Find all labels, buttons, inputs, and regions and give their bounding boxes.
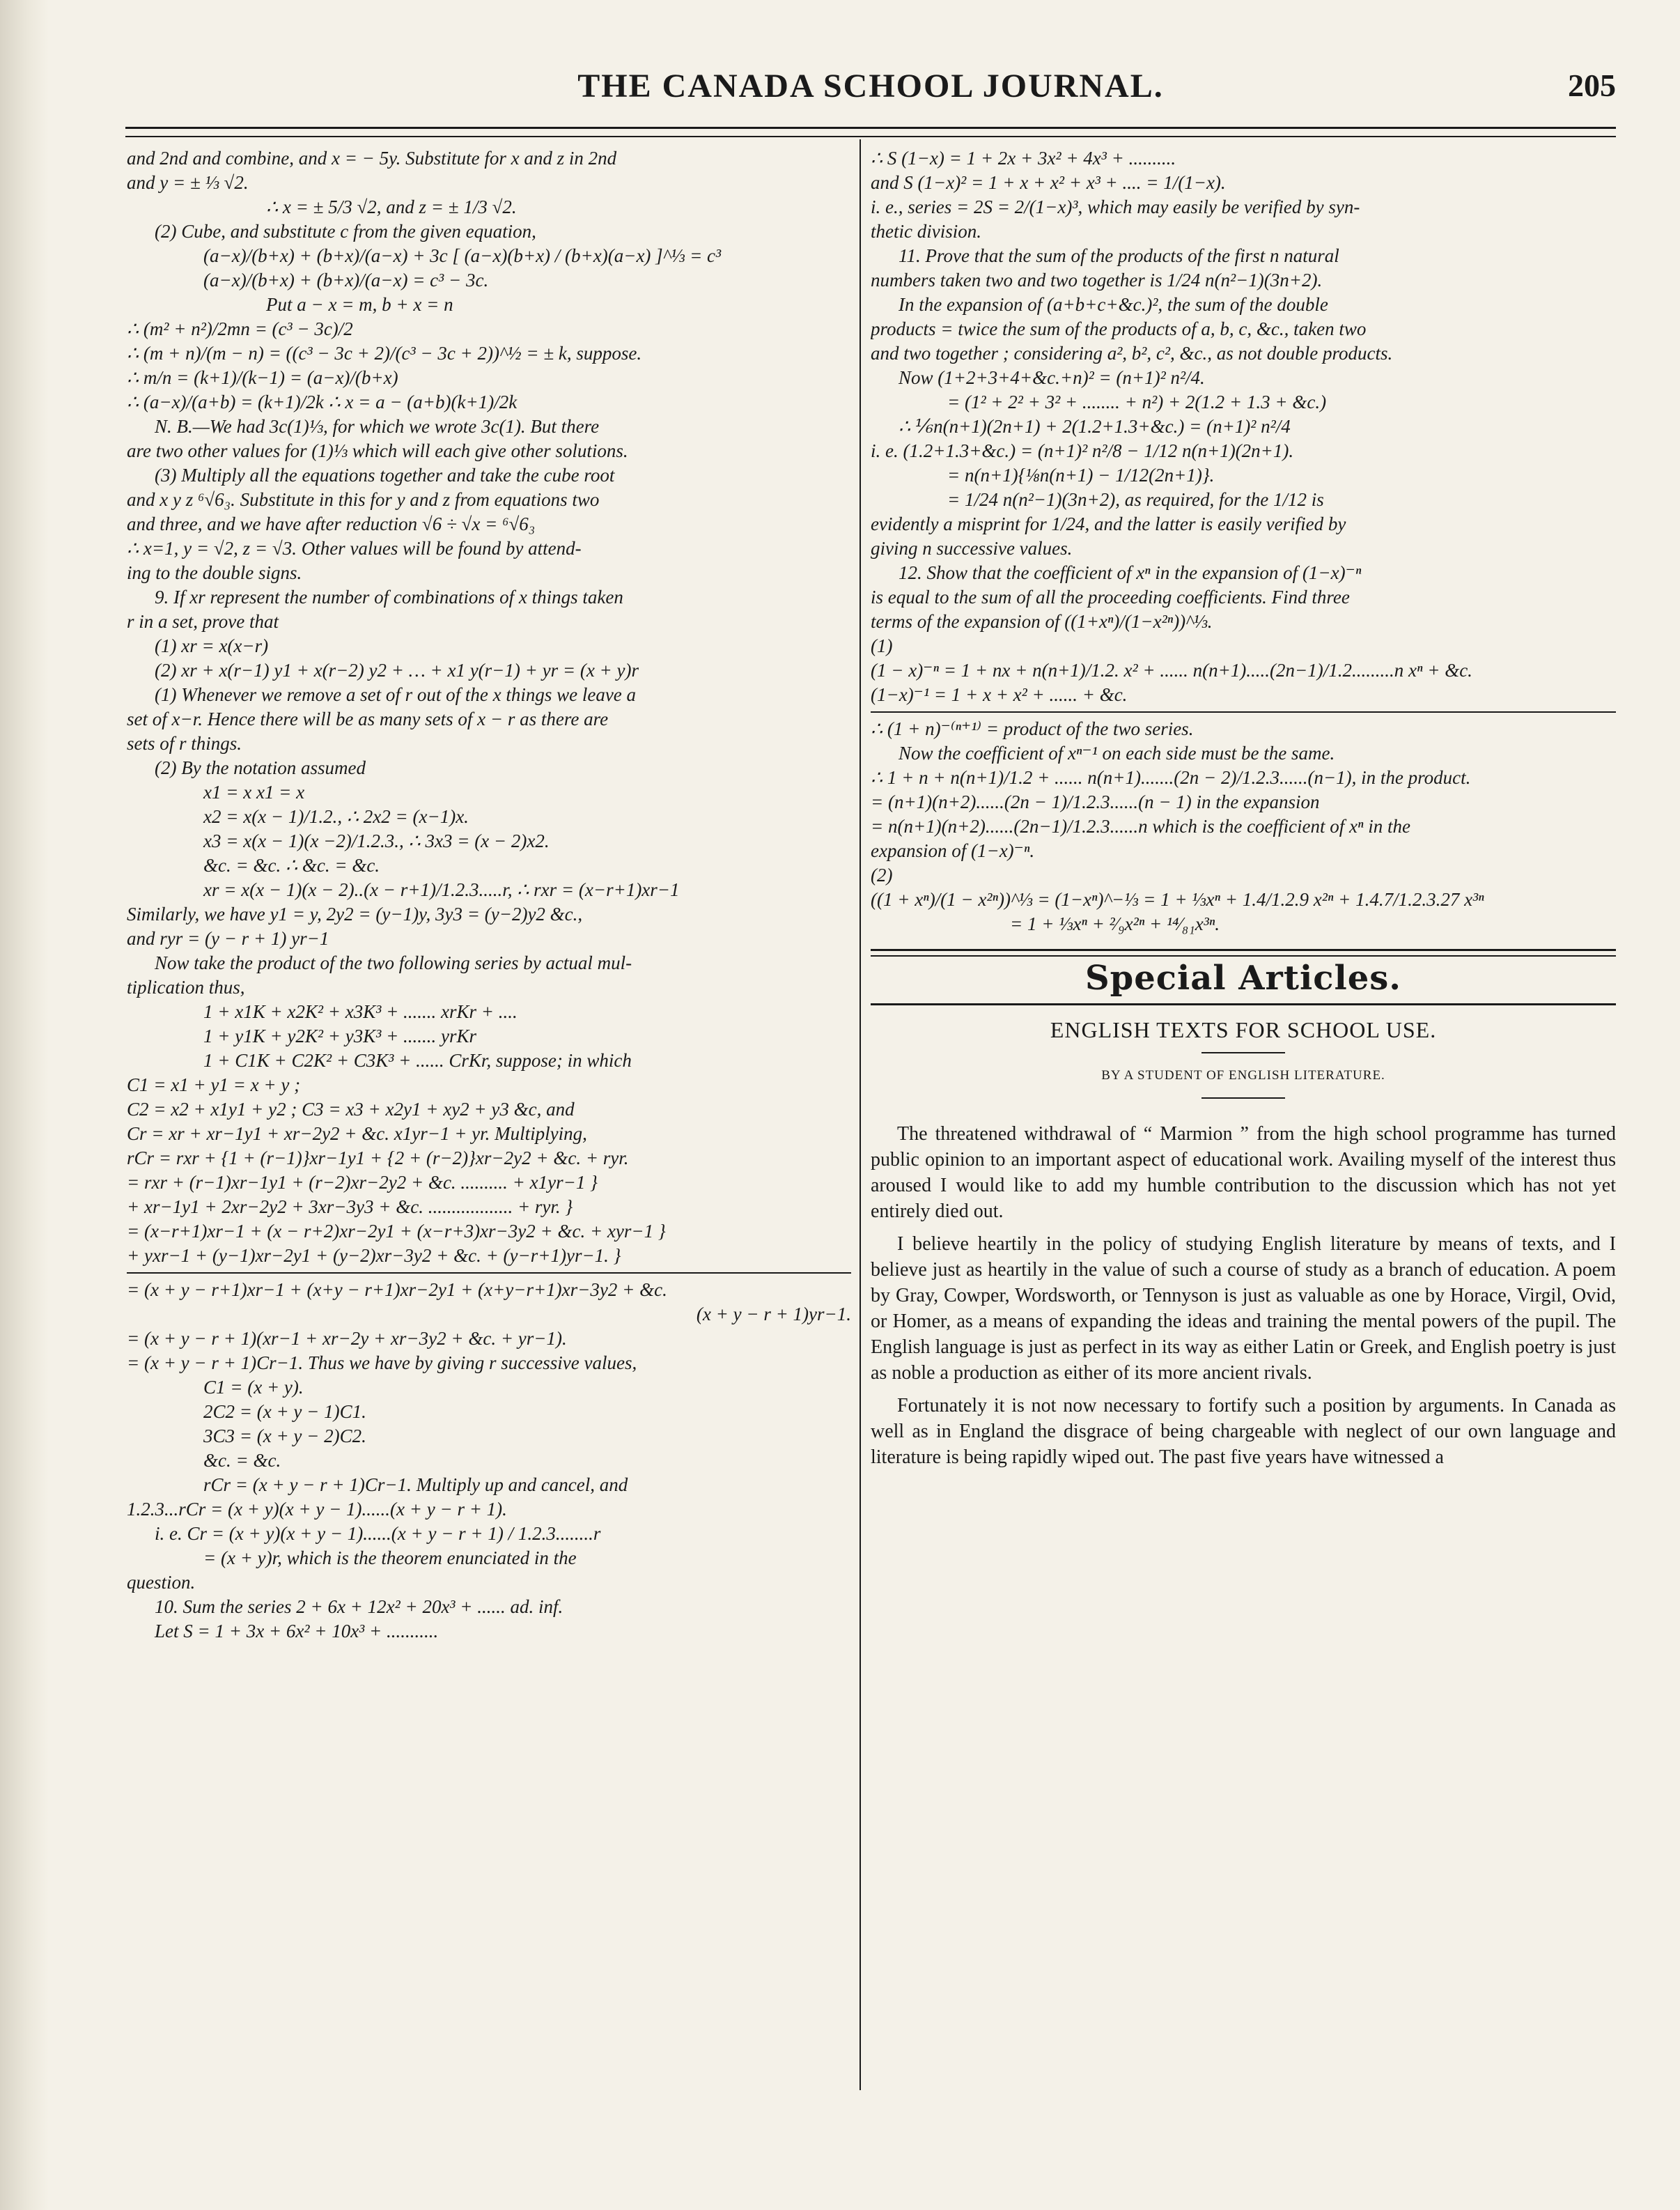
math-line: = 1 + ⅓xⁿ + ²⁄₉x²ⁿ + ¹⁴⁄₈₁x³ⁿ. [1010,913,1220,934]
math-line: + xr−1y1 + 2xr−2y2 + 3xr−3y3 + &c. .................. + ryr. } [127,1196,573,1217]
math-line: ∴ x = ± 5/3 √2, and z = ± 1/3 √2. [266,196,517,217]
byline-rule [1201,1097,1285,1099]
math-line: (1) [871,635,893,656]
math-line: and x y z ⁶√6₃. Substitute in this for y and z from equations two [127,489,600,510]
math-line: (2) Cube, and substitute c from the given equation, [155,221,536,242]
math-line: xr = x(x − 1)(x − 2)..(x − r+1)/1.2.3.....r, ∴ rxr = (x−r+1)xr−1 [203,879,680,900]
math-line: ing to the double signs. [127,562,302,583]
math-line: 12. Show that the coefficient of xⁿ in the expansion of (1−x)⁻ⁿ [899,562,1362,583]
math-line: x2 = x(x − 1)/1.2., ∴ 2x2 = (x−1)x. [203,806,469,827]
math-line: C1 = x1 + y1 = x + y ; [127,1074,301,1095]
math-line: numbers taken two and two together is 1/24 n(n²−1)(3n+2). [871,270,1323,291]
section-rule-lower [871,1003,1616,1005]
math-line: In the expansion of (a+b+c+&c.)², the sum of the double [899,294,1328,315]
right-math-block [871,146,1616,936]
math-line: question. [127,1572,196,1593]
math-line: rCr = (x + y − r + 1)Cr−1. Multiply up and cancel, and [203,1474,628,1495]
math-line: ∴ (m + n)/(m − n) = ((c³ − 3c + 2)/(c³ − 3c + 2))^½ = ± k, suppose. [127,343,642,364]
math-line: thetic division. [871,221,981,242]
title-rule [1201,1052,1285,1053]
math-line: tiplication thus, [127,977,245,998]
math-line: x3 = x(x − 1)(x −2)/1.2.3., ∴ 3x3 = (x − 2)x2. [203,830,550,851]
article-body [871,1121,1616,1470]
math-line: ∴ (m² + n²)/2mn = (c³ − 3c)/2 [127,318,353,339]
math-line: ∴ ⅙n(n+1)(2n+1) + 2(1.2+1.3+&c.) = (n+1)² n²/4 [899,416,1291,437]
math-line: = rxr + (r−1)xr−1y1 + (r−2)xr−2y2 + &c. .......... + x1yr−1 } [127,1172,598,1193]
math-line: &c. = &c. [203,1450,281,1471]
math-line: ∴ (1 + n)⁻⁽ⁿ⁺¹⁾ = product of the two series. [871,718,1194,739]
math-line: = (1² + 2² + 3² + ........ + n²) + 2(1.2 + 1.3 + &c.) [947,392,1327,412]
column-divider [860,139,861,2090]
math-line: = (x−r+1)xr−1 + (x − r+2)xr−2y1 + (x−r+3)xr−3y2 + &c. + xyr−1 } [127,1221,666,1242]
article-paragraph: The threatened withdrawal of “ Marmion ” from the high school programme has turned public opinion to an important aspect of educational work. Availing myself of the interest thus aroused I would like to add my humble contribution to the discussion which has not yet entirely died out. [871,1123,1616,1222]
page-number: 205 [1568,68,1616,103]
math-line: (1−x)⁻¹ = 1 + x + x² + ...... + &c. [871,684,1128,705]
math-line: 11. Prove that the sum of the products of the first n natural [899,245,1339,266]
math-line: i. e., series = 2S = 2/(1−x)³, which may easily be verified by syn- [871,196,1360,217]
math-line: = n(n+1){⅛n(n+1) − 1/12(2n+1)}. [947,465,1215,486]
article-byline: BY A STUDENT OF ENGLISH LITERATURE. [1101,1068,1385,1083]
math-line: r in a set, prove that [127,611,279,632]
section-heading: Special Articles. [1085,959,1401,998]
math-line: and S (1−x)² = 1 + x + x² + x³ + .... = 1/(1−x). [871,172,1226,193]
math-line: 1 + x1K + x2K² + x3K³ + ....... xrKr + .... [203,1001,518,1022]
journal-title: THE CANADA SCHOOL JOURNAL. [577,68,1164,105]
math-line: (1) Whenever we remove a set of r out of the x things we leave a [155,684,637,705]
math-line: 1.2.3...rCr = (x + y)(x + y − 1)......(x + y − r + 1). [127,1499,507,1520]
math-line: = (x + y − r + 1)Cr−1. Thus we have by giving r successive values, [127,1352,637,1373]
math-line: i. e. (1.2+1.3+&c.) = (n+1)² n²/8 − 1/12 n(n+1)(2n+1). [871,440,1294,461]
math-line: 10. Sum the series 2 + 6x + 12x² + 20x³ + ...... ad. inf. [155,1596,563,1617]
math-line: (2) By the notation assumed [155,757,366,778]
math-line: = 1/24 n(n²−1)(3n+2), as required, for the 1/12 is [947,489,1324,510]
math-line: i. e. Cr = (x + y)(x + y − 1)......(x + y − r + 1) / 1.2.3........r [155,1523,601,1544]
math-line: = n(n+1)(n+2)......(2n−1)/1.2.3......n which is the coefficient of xⁿ in the [871,816,1410,837]
product-rule [871,711,1616,713]
section-rule [871,949,1616,957]
math-line: = (x + y − r+1)xr−1 + (x+y − r+1)xr−2y1 + (x+y−r+1)xr−3y2 + &c. [127,1279,667,1300]
math-line: = (n+1)(n+2)......(2n − 1)/1.2.3......(n − 1) in the expansion [871,791,1320,812]
article-paragraph: I believe heartily in the policy of studying English literature by means of texts, and I believe just as heartily in the value of such a course of study as a branch of education. A poem by Gray, Cowper, Wordsworth, or Tennyson is just as valuable as one by Horace, Virgil, Ovid, or Homer, as a means of expanding the ideas and training the mental powers of the pupil. The English language is just as perfect in its way as either Latin or Greek, and English poetry is just as noble a production as either of its more ancient rivals. [871,1233,1616,1384]
math-line: 3C3 = (x + y − 2)C2. [203,1425,366,1446]
math-line: and two together ; considering a², b², c², &c., as not double products. [871,343,1393,364]
article-paragraph: Fortunately it is not now necessary to fortify such a position by arguments. In Canada as well as in England the disgrace of being chargeable with neglect of our own language and literature is being rapidly wiped out. The past five years have witnessed a [871,1395,1616,1468]
math-line: ∴ S (1−x) = 1 + 2x + 3x² + 4x³ + .......... [871,148,1176,169]
spacer [871,1108,1616,1121]
math-line: and three, and we have after reduction √6 ÷ √x = ⁶√6₃ [127,513,536,534]
math-line: Similarly, we have y1 = y, 2y2 = (y−1)y, 3y3 = (y−2)y2 &c., [127,904,583,925]
math-line: (1 − x)⁻ⁿ = 1 + nx + n(n+1)/1.2. x² + ...... n(n+1).....(2n−1)/1.2.........n xⁿ + &c. [871,660,1472,681]
header-rule [125,127,1616,137]
scan-edge [0,0,49,2210]
math-line: Put a − x = m, b + x = n [266,294,453,315]
math-line: &c. = &c. ∴ &c. = &c. [203,855,380,876]
math-line: and y = ± ⅓ √2. [127,172,249,193]
math-line: 2C2 = (x + y − 1)C1. [203,1401,366,1422]
math-line: ∴ x=1, y = √2, z = √3. Other values will be found by attend- [127,538,582,559]
math-line: and 2nd and combine, and x = − 5y. Substitute for x and z in 2nd [127,148,617,169]
math-line: sets of r things. [127,733,242,754]
math-line: ((1 + xⁿ)/(1 − x²ⁿ))^⅓ = (1−xⁿ)^−⅓ = 1 + ⅓xⁿ + 1.4/1.2.9 x²ⁿ + 1.4.7/1.2.3.27 x³ⁿ [871,889,1484,910]
math-line: x1 = x x1 = x [203,782,305,803]
math-line: are two other values for (1)⅓ which will each give other solutions. [127,440,628,461]
math-line: Now (1+2+3+4+&c.+n)² = (n+1)² n²/4. [899,367,1205,388]
left-column [127,146,851,2112]
math-line: and ryr = (y − r + 1) yr−1 [127,928,329,949]
math-line: (2) xr + x(r−1) y1 + x(r−2) y2 + … + x1 y(r−1) + yr = (x + y)r [155,660,639,681]
math-line: + yxr−1 + (y−1)xr−2y1 + (y−2)xr−3y2 + &c. + (y−r+1)yr−1. } [127,1245,621,1266]
math-line: C2 = x2 + x1y1 + y2 ; C3 = x3 + x2y1 + xy2 + y3 &c, and [127,1099,575,1120]
math-line: (x + y − r + 1)yr−1. [696,1304,851,1324]
math-line: rCr = rxr + {1 + (r−1)}xr−1y1 + {2 + (r−2)}xr−2y2 + &c. + ryr. [127,1148,629,1168]
math-line: ∴ 1 + n + n(n+1)/1.2 + ...... n(n+1).......(2n − 2)/1.2.3......(n−1), in the product. [871,767,1471,788]
math-line: (1) xr = x(x−r) [155,635,269,656]
math-line: is equal to the sum of all the proceeding coefficients. Find three [871,587,1350,608]
math-line: C1 = (x + y). [203,1377,304,1398]
math-line: terms of the expansion of ((1+xⁿ)/(1−x²ⁿ))^⅓. [871,611,1213,632]
math-line: evidently a misprint for 1/24, and the latter is easily verified by [871,513,1346,534]
math-line: (3) Multiply all the equations together and take the cube root [155,465,615,486]
article-title: ENGLISH TEXTS FOR SCHOOL USE. [1050,1017,1437,1042]
math-line: set of x−r. Hence there will be as many sets of x − r as there are [127,709,609,729]
page-header [125,67,1616,123]
math-line: = (x + y)r, which is the theorem enunciated in the [203,1547,577,1568]
math-line: giving n successive values. [871,538,1073,559]
math-line: Cr = xr + xr−1y1 + xr−2y2 + &c. x1yr−1 + yr. Multiplying, [127,1123,587,1144]
math-line: products = twice the sum of the products of a, b, c, &c., taken two [871,318,1367,339]
right-column [871,146,1616,2112]
math-line: N. B.—We had 3c(1)⅓, for which we wrote 3c(1). But there [155,416,600,437]
math-line: 1 + y1K + y2K² + y3K³ + ....... yrKr [203,1026,477,1046]
math-line: 1 + C1K + C2K² + C3K³ + ...... CrKr, suppose; in which [203,1050,632,1071]
math-line: (a−x)/(b+x) + (b+x)/(a−x) + 3c [ (a−x)(b+x) / (b+x)(a−x) ]^⅓ = c³ [203,245,722,266]
math-line: (2) [871,865,893,886]
math-line: ∴ (a−x)/(a+b) = (k+1)/2k ∴ x = a − (a+b)(k+1)/2k [127,392,518,412]
math-line: (a−x)/(b+x) + (b+x)/(a−x) = c³ − 3c. [203,270,489,291]
math-line: = (x + y − r + 1)(xr−1 + xr−2y + xr−3y2 + &c. + yr−1). [127,1328,567,1349]
math-line: Let S = 1 + 3x + 6x² + 10x³ + ........... [155,1621,439,1641]
math-line: Now the coefficient of xⁿ⁻¹ on each side must be the same. [899,743,1335,764]
math-line: ∴ m/n = (k+1)/(k−1) = (a−x)/(b+x) [127,367,398,388]
math-line: Now take the product of the two following series by actual mul- [155,952,632,973]
math-line: expansion of (1−x)⁻ⁿ. [871,840,1035,861]
sum-rule [127,1272,851,1274]
math-line: 9. If xr represent the number of combinations of x things taken [155,587,623,608]
